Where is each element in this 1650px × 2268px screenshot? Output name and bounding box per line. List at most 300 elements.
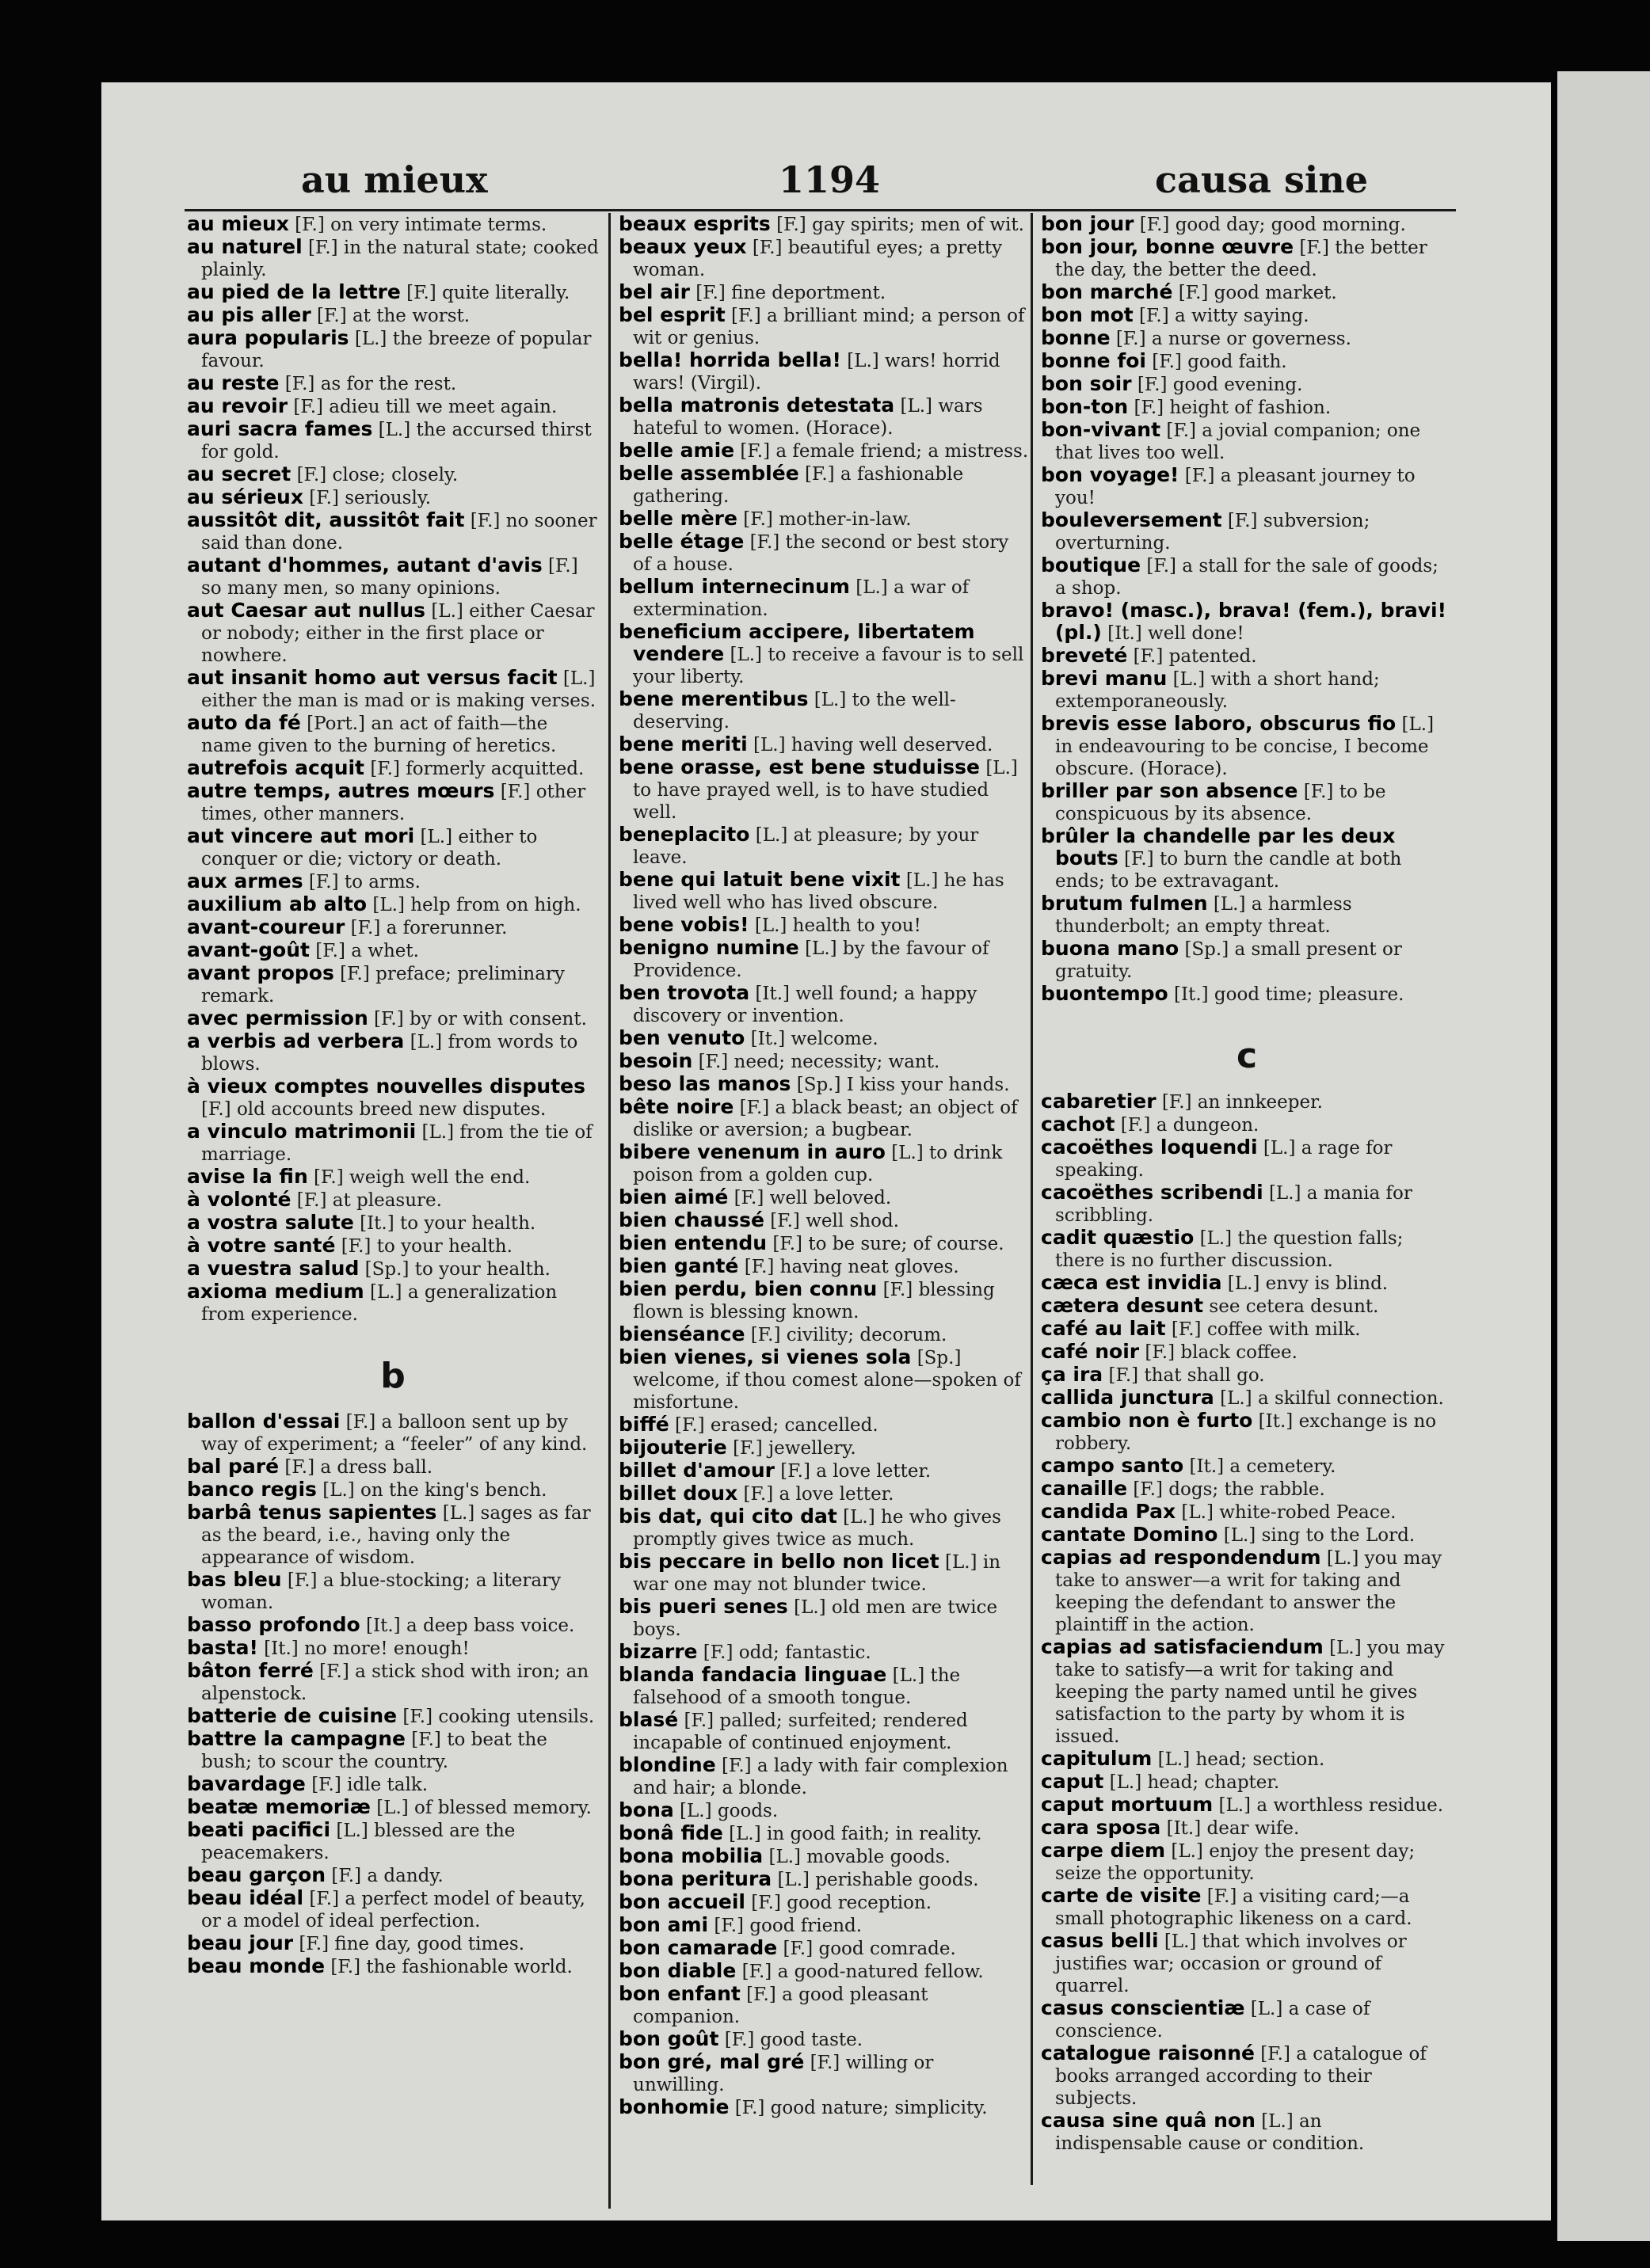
entry-headword: bella matronis detestata [619, 394, 895, 417]
entry-definition: [F.] by or with consent. [368, 1009, 587, 1029]
dictionary-entry [619, 462, 1031, 508]
entry-definition: [L.] perishable goods. [772, 1870, 979, 1890]
entry-headword: bene orasse, est bene studuisse [619, 755, 981, 778]
entry-definition: [F.] a black beast; an object of dislike or aversion; a bugbear. [633, 1098, 1018, 1140]
dictionary-entry [187, 463, 599, 486]
entry-headword: bizarre [619, 1640, 698, 1663]
entry-headword: bête noire [619, 1095, 734, 1118]
entry-headword: bel esprit [619, 303, 726, 326]
entry-definition: [F.] odd; fantastic. [697, 1642, 871, 1663]
entry-definition: [F.] as for the rest. [279, 374, 457, 394]
entry-headword: bel air [619, 280, 690, 303]
dictionary-entry [187, 213, 599, 236]
entry-headword: brutum fulmen [1041, 892, 1208, 915]
entry-definition: [F.] good taste. [718, 2030, 863, 2050]
dictionary-entry [187, 780, 599, 825]
entry-definition: [F.] to arms. [303, 872, 421, 892]
entry-definition: [F.] coffee with milk. [1165, 1319, 1361, 1340]
entry-headword: callida junctura [1041, 1386, 1214, 1409]
entry-headword: basta! [187, 1636, 258, 1659]
entry-headword: cadit quæstio [1041, 1226, 1195, 1249]
entry-headword: buona mano [1041, 937, 1179, 960]
dictionary-entry [1041, 464, 1453, 509]
entry-headword: biffé [619, 1413, 669, 1436]
entry-headword: bon ami [619, 1913, 709, 1936]
entry-definition: [L.] a skilful connection. [1214, 1388, 1444, 1409]
entry-definition: [F.] in the natural state; cooked plainly. [201, 238, 599, 280]
dictionary-entry [187, 1007, 599, 1030]
dictionary-entry [619, 1278, 1031, 1323]
dictionary-entry [619, 1709, 1031, 1754]
entry-definition: [It.] no more! enough! [257, 1638, 470, 1659]
entry-definition: [L.] to have prayed well, is to have studied well. [633, 758, 1018, 823]
column-divider-2 [1031, 213, 1033, 2185]
entry-headword: casus belli [1041, 1929, 1159, 1952]
entry-headword: bon diable [619, 1959, 737, 1982]
entry-headword: bon jour [1041, 212, 1134, 235]
dictionary-entry [619, 1346, 1031, 1414]
dictionary-entry [619, 349, 1031, 394]
dictionary-entry [1041, 1113, 1453, 1136]
entry-headword: bene merentibus [619, 687, 809, 710]
dictionary-entry [619, 394, 1031, 440]
dictionary-entry [187, 1166, 599, 1189]
entry-headword: bene qui latuit bene vixit [619, 868, 901, 891]
entry-definition: [F.] to burn the candle at both ends; to be extravagant. [1055, 849, 1402, 892]
entry-headword: cachot [1041, 1113, 1115, 1136]
entry-headword: bâton ferré [187, 1659, 314, 1682]
entry-headword: bon jour, bonne œuvre [1041, 235, 1294, 258]
entry-headword: breveté [1041, 644, 1128, 667]
entry-definition: [L.] by the favour of Providence. [633, 938, 989, 981]
entry-headword: au pis aller [187, 303, 311, 326]
entry-definition: [L.] a rage for speaking. [1055, 1138, 1393, 1181]
dictionary-entry [619, 1209, 1031, 1232]
dictionary-page [101, 82, 1551, 2220]
entry-definition: [F.] to your health. [335, 1236, 513, 1257]
entry-definition: [F.] good friend. [708, 1916, 863, 1936]
dictionary-entry [187, 486, 599, 509]
dictionary-entry [1041, 2042, 1453, 2110]
dictionary-entry [619, 531, 1031, 576]
entry-definition: [F.] dogs; the rabble. [1127, 1479, 1325, 1500]
entry-headword: capias ad respondendum [1041, 1546, 1321, 1569]
entry-definition: [L.] in endeavouring to be concise, I become obscure. (Horace). [1055, 714, 1435, 779]
dictionary-entry [1041, 1771, 1453, 1794]
entry-definition: [Port.] an act of faith—the name given to the burning of heretics. [201, 714, 557, 756]
entry-definition: [L.] he has lived well who has lived obscure. [633, 870, 1004, 913]
entry-definition: [F.] beautiful eyes; a pretty woman. [633, 238, 1003, 280]
dictionary-entry [1041, 373, 1453, 396]
dictionary-entry [187, 1478, 599, 1501]
entry-headword: capias ad satisfaciendum [1041, 1635, 1324, 1658]
dictionary-entry [187, 962, 599, 1007]
dictionary-entry [187, 1819, 599, 1864]
dictionary-entry [1041, 554, 1453, 599]
entry-headword: autre temps, autres mœurs [187, 779, 495, 802]
entry-definition: [F.] mother-in-law. [737, 509, 912, 530]
entry-definition: [F.] a perfect model of beauty, or a model of ideal perfection. [201, 1889, 585, 1931]
dictionary-entry [187, 825, 599, 870]
dictionary-entry [1041, 396, 1453, 419]
entry-definition: [F.] seriously. [303, 488, 432, 508]
column-1 [187, 213, 599, 1978]
dictionary-entry [187, 1773, 599, 1796]
dictionary-entry [619, 756, 1031, 824]
entry-definition: [F.] a visiting card;—a small photographic likeness on a card. [1055, 1886, 1412, 1929]
entry-definition: [Sp.] I kiss your hands. [791, 1075, 1010, 1095]
entry-definition: [F.] cooking utensils. [397, 1707, 595, 1727]
entry-headword: ça ira [1041, 1363, 1103, 1386]
dictionary-entry [619, 1141, 1031, 1186]
entry-headword: beneficium accipere, libertatem vendere [619, 620, 975, 665]
dictionary-entry [1041, 1364, 1453, 1387]
entry-headword: bon camarade [619, 1936, 778, 1959]
dictionary-entry [187, 236, 599, 281]
entry-headword: a verbis ad verbera [187, 1029, 405, 1052]
dictionary-entry [187, 1955, 599, 1978]
entry-headword: campo santo [1041, 1454, 1184, 1477]
dictionary-entry [1041, 645, 1453, 668]
entry-definition: [L.] white-robed Peace. [1176, 1502, 1397, 1523]
entry-definition: [L.] on the king's bench. [316, 1480, 547, 1501]
entry-definition: [L.] to receive a favour is to sell your liberty. [633, 645, 1024, 687]
entry-headword: bon voyage! [1041, 463, 1179, 486]
dictionary-entry [187, 1410, 599, 1456]
dictionary-entry [619, 1482, 1031, 1505]
dictionary-entry [619, 982, 1031, 1027]
dictionary-entry [187, 1456, 599, 1478]
entry-definition: [L.] of blessed memory. [370, 1798, 592, 1818]
dictionary-entry [187, 395, 599, 418]
entry-headword: besoin [619, 1049, 693, 1072]
entry-headword: bouleversement [1041, 508, 1222, 531]
dictionary-entry [619, 236, 1031, 281]
entry-headword: cacoëthes scribendi [1041, 1181, 1263, 1204]
entry-definition: [F.] a pleasant journey to you! [1055, 466, 1416, 508]
dictionary-entry [187, 554, 599, 599]
entry-definition: [L.] either Caesar or nobody; either in the first place or nowhere. [201, 601, 595, 666]
dictionary-entry [619, 1073, 1031, 1096]
entry-definition: [L.] with a short hand; extemporaneously. [1055, 669, 1380, 712]
dictionary-entry [619, 2051, 1031, 2096]
entry-headword: bien vienes, si vienes sola [619, 1345, 912, 1368]
entry-definition: [L.] the breeze of popular favour. [201, 329, 592, 371]
dictionary-entry [1041, 983, 1453, 1006]
entry-definition: [F.] to be conspicuous by its absence. [1055, 782, 1386, 824]
dictionary-entry [187, 1189, 599, 1212]
dictionary-entry [187, 1864, 599, 1887]
entry-definition: [F.] good market. [1172, 283, 1337, 303]
entry-headword: capitulum [1041, 1747, 1153, 1770]
entry-headword: bon soir [1041, 372, 1132, 395]
entry-definition: [F.] the better the day, the better the deed. [1055, 238, 1427, 280]
entry-definition: [F.] a stick shod with iron; an alpenstock. [201, 1661, 589, 1704]
dictionary-entry [187, 281, 599, 304]
entry-headword: aut Caesar aut nullus [187, 599, 426, 622]
entry-headword: ben trovota [619, 981, 750, 1004]
entry-headword: caput [1041, 1770, 1104, 1793]
entry-definition: [It.] welcome. [745, 1029, 878, 1049]
entry-definition: [F.] willing or unwilling. [633, 2053, 934, 2095]
entry-headword: bona mobilia [619, 1844, 764, 1867]
dictionary-entry [619, 2028, 1031, 2051]
entry-headword: bon marché [1041, 280, 1173, 303]
entry-definition: [F.] jewellery. [726, 1438, 856, 1459]
entry-headword: billet d'amour [619, 1459, 775, 1482]
dictionary-entry [619, 1960, 1031, 1983]
entry-headword: au naturel [187, 235, 303, 258]
dictionary-entry [1041, 780, 1453, 825]
entry-headword: canaille [1041, 1477, 1128, 1500]
entry-headword: bon enfant [619, 1982, 741, 2005]
entry-definition: [L.] from words to blows. [201, 1032, 578, 1075]
dictionary-entry [619, 1754, 1031, 1799]
entry-headword: bien ganté [619, 1254, 739, 1277]
entry-headword: bien entendu [619, 1231, 768, 1254]
dictionary-entry [1041, 1227, 1453, 1272]
entry-definition: [L.] sages as far as the beard, i.e., having only the appearance of wisdom. [201, 1503, 591, 1568]
entry-headword: blanda fandacia linguae [619, 1663, 887, 1686]
entry-headword: a vuestra salud [187, 1257, 360, 1280]
entry-definition: [F.] good faith. [1145, 352, 1287, 372]
dictionary-entry [1041, 1478, 1453, 1501]
entry-headword: beneplacito [619, 823, 750, 846]
dictionary-entry [619, 281, 1031, 304]
entry-definition: [F.] the second or best story of a house. [633, 532, 1009, 575]
entry-headword: buontempo [1041, 982, 1168, 1005]
dictionary-entry [619, 1255, 1031, 1278]
dictionary-entry [187, 1121, 599, 1166]
entry-headword: bis pueri senes [619, 1595, 788, 1618]
dictionary-entry [1041, 1636, 1453, 1748]
header-right-guideword: causa sine [1155, 158, 1369, 201]
entry-headword: aut vincere aut mori [187, 824, 415, 847]
entry-definition: [F.] a nurse or governess. [1110, 329, 1351, 349]
header-left-guideword: au mieux [301, 158, 488, 201]
entry-definition: [F.] civility; decorum. [745, 1325, 947, 1345]
entry-definition: [F.] that shall go. [1103, 1365, 1265, 1386]
entry-headword: cambio non è furto [1041, 1409, 1253, 1432]
entry-headword: autrefois acquit [187, 756, 365, 779]
dictionary-entry [619, 1050, 1031, 1073]
entry-definition: [L.] blessed are the peacemakers. [201, 1821, 516, 1863]
entry-headword: à votre santé [187, 1234, 336, 1257]
entry-headword: avant-goût [187, 938, 310, 961]
entry-definition: [F.] to be sure; of course. [767, 1234, 1004, 1254]
entry-headword: cacoëthes loquendi [1041, 1136, 1258, 1159]
entry-definition: [F.] a good-natured fellow. [736, 1962, 984, 1982]
entry-headword: cantate Domino [1041, 1523, 1218, 1546]
entry-definition: [F.] a forerunner. [345, 918, 508, 938]
dictionary-entry [187, 712, 599, 757]
dictionary-entry [619, 304, 1031, 349]
dictionary-entry [619, 1868, 1031, 1891]
dictionary-entry [187, 667, 599, 712]
dictionary-entry [1041, 1455, 1453, 1478]
entry-headword: ballon d'essai [187, 1410, 341, 1433]
dictionary-entry [619, 1027, 1031, 1050]
entry-definition: [L.] a case of conscience. [1055, 1999, 1370, 2042]
running-header [101, 158, 1551, 206]
entry-headword: avec permission [187, 1007, 368, 1029]
dictionary-entry [619, 1186, 1031, 1209]
dictionary-entry [1041, 1794, 1453, 1817]
dictionary-entry [619, 213, 1031, 236]
entry-headword: brûler la chandelle par les deux bouts [1041, 824, 1396, 870]
entry-definition: [L.] a harmless thunderbolt; an empty threat. [1055, 894, 1352, 937]
dictionary-entry [619, 576, 1031, 621]
entry-definition: [L.] a worthless residue. [1213, 1795, 1444, 1816]
dictionary-entry [187, 599, 599, 667]
entry-definition: [F.] a jovial companion; one that lives too well. [1055, 420, 1421, 463]
dictionary-entry [619, 1459, 1031, 1482]
dictionary-entry [619, 1822, 1031, 1845]
entry-definition: see cetera desunt. [1203, 1296, 1379, 1317]
column-3 [1041, 213, 1453, 2155]
entry-definition: [L.] the accursed thirst for gold. [201, 420, 592, 462]
dictionary-entry [619, 1891, 1031, 1914]
entry-headword: bis dat, qui cito dat [619, 1505, 837, 1528]
dictionary-entry [1041, 599, 1453, 645]
entry-definition: [It.] good time; pleasure. [1168, 984, 1404, 1005]
dictionary-entry [187, 1212, 599, 1235]
dictionary-entry [187, 1728, 599, 1773]
entry-definition: [L.] movable goods. [763, 1847, 951, 1867]
entry-headword: au secret [187, 462, 292, 485]
entry-definition: [L.] head; section. [1152, 1749, 1325, 1770]
entry-headword: bona peritura [619, 1867, 772, 1890]
dictionary-entry [1041, 1136, 1453, 1182]
dictionary-entry [1041, 281, 1453, 304]
entry-headword: bijouterie [619, 1436, 727, 1459]
entry-definition: [Sp.] welcome, if thou comest alone—spoken of misfortune. [633, 1348, 1021, 1413]
entry-definition: [F.] adieu till we meet again. [288, 397, 558, 417]
entry-headword: au revoir [187, 394, 288, 417]
entry-definition: [L.] from the tie of marriage. [201, 1122, 593, 1165]
entry-definition: [L.] he who gives promptly gives twice as much. [633, 1507, 1001, 1550]
dictionary-entry [1041, 1318, 1453, 1341]
entry-definition: [F.] subversion; overturning. [1055, 511, 1370, 554]
entry-definition: [F.] quite literally. [400, 283, 570, 303]
entry-headword: bon-ton [1041, 395, 1129, 418]
entry-definition: [L.] wars hateful to women. (Horace). [633, 396, 983, 439]
entry-definition: [L.] having well deserved. [747, 735, 993, 755]
entry-definition: [F.] other times, other manners. [201, 782, 586, 824]
entry-headword: à vieux comptes nouvelles disputes [187, 1075, 585, 1098]
entry-headword: auxilium ab alto [187, 892, 368, 915]
dictionary-entry [1041, 419, 1453, 464]
entry-headword: casus conscientiæ [1041, 1996, 1245, 2019]
section-letter: b [380, 1356, 406, 1396]
dictionary-entry [1041, 350, 1453, 373]
entry-headword: aura popularis [187, 326, 349, 349]
entry-headword: batterie de cuisine [187, 1704, 398, 1727]
entry-headword: axioma medium [187, 1280, 364, 1303]
dictionary-entry [619, 1914, 1031, 1937]
dictionary-entry [187, 893, 599, 916]
entry-definition: [F.] at the worst. [311, 306, 471, 326]
entry-definition: [It.] a deep bass voice. [360, 1615, 575, 1636]
entry-definition: [L.] in war one may not blunder twice. [633, 1552, 1001, 1595]
dictionary-entry [619, 869, 1031, 914]
entry-definition: [L.] in good faith; in reality. [722, 1824, 982, 1844]
entry-definition: [It.] dear wife. [1160, 1818, 1300, 1839]
entry-headword: bien chaussé [619, 1208, 764, 1231]
entry-headword: caput mortuum [1041, 1793, 1214, 1816]
entry-headword: auto da fé [187, 711, 301, 734]
entry-definition: [F.] to beat the bush; to scour the country. [201, 1730, 547, 1772]
dictionary-entry [619, 621, 1031, 688]
entry-headword: beau idéal [187, 1886, 304, 1909]
entry-definition: [F.] palled; surfeited; rendered incapable of continued enjoyment. [633, 1711, 968, 1753]
entry-headword: beau garçon [187, 1863, 326, 1886]
entry-definition: [F.] a balloon sent up by way of experiment; a “feeler” of any kind. [201, 1412, 588, 1455]
entry-headword: bal paré [187, 1455, 280, 1478]
entry-headword: bien aimé [619, 1185, 729, 1208]
entry-definition: [F.] a female friend; a mistress. [734, 441, 1029, 462]
dictionary-entry [187, 916, 599, 939]
dictionary-entry [1041, 213, 1453, 236]
entry-definition: [F.] so many men, so many opinions. [201, 556, 578, 599]
entry-definition: [F.] a brilliant mind; a person of wit or genius. [633, 306, 1025, 348]
dictionary-entry [187, 1235, 599, 1258]
entry-headword: bien perdu, bien connu [619, 1277, 878, 1300]
entry-definition: [F.] fine deportment. [689, 283, 886, 303]
entry-definition: [F.] fine day, good times. [293, 1934, 525, 1954]
entry-definition: [L.] the falsehood of a smooth tongue. [633, 1665, 961, 1708]
entry-definition: [F.] blessing flown is blessing known. [633, 1280, 995, 1322]
dictionary-entry [187, 1569, 599, 1614]
entry-headword: beatæ memoriæ [187, 1795, 371, 1818]
entry-definition: [F.] the fashionable world. [325, 1957, 573, 1977]
dictionary-entry [619, 440, 1031, 462]
entry-headword: aussitôt dit, aussitôt fait [187, 508, 465, 531]
dictionary-entry [1041, 1930, 1453, 1997]
column-divider-1 [608, 213, 611, 2209]
entry-definition: [It.] a cemetery. [1183, 1456, 1336, 1477]
dictionary-entry [1041, 1272, 1453, 1295]
dictionary-entry [1041, 668, 1453, 713]
entry-definition: [L.] sing to the Lord. [1217, 1525, 1416, 1546]
entry-definition: [F.] a blue-stocking; a literary woman. [201, 1570, 562, 1613]
dictionary-entry [1041, 1748, 1453, 1771]
entry-definition: [L.] enjoy the present day; seize the opportunity. [1055, 1841, 1416, 1884]
entry-definition: [L.] a generalization from experience. [201, 1282, 558, 1325]
dictionary-entry [187, 418, 599, 463]
entry-definition: [L.] an indispensable cause or condition. [1055, 2111, 1365, 2154]
entry-headword: café au lait [1041, 1317, 1166, 1340]
dictionary-entry [187, 870, 599, 893]
entry-headword: au reste [187, 371, 280, 394]
entry-definition: [L.] the question falls; there is no further discussion. [1055, 1228, 1404, 1271]
entry-headword: barbâ tenus sapientes [187, 1501, 437, 1524]
dictionary-entry [187, 757, 599, 780]
entry-headword: carpe diem [1041, 1839, 1166, 1862]
dictionary-entry [1041, 1547, 1453, 1636]
entry-definition: [F.] idle talk. [305, 1775, 429, 1795]
entry-headword: bon gré, mal gré [619, 2050, 805, 2073]
entry-headword: billet doux [619, 1482, 738, 1505]
dictionary-entry [187, 1281, 599, 1326]
dictionary-entry [187, 372, 599, 395]
entry-definition: [L.] at pleasure; by your leave. [633, 825, 979, 868]
dictionary-entry [187, 1887, 599, 1932]
entry-definition: [F.] height of fashion. [1128, 398, 1332, 418]
dictionary-entry [1041, 713, 1453, 780]
entry-definition: [L.] help from on high. [367, 895, 581, 915]
dictionary-entry [1041, 1817, 1453, 1840]
